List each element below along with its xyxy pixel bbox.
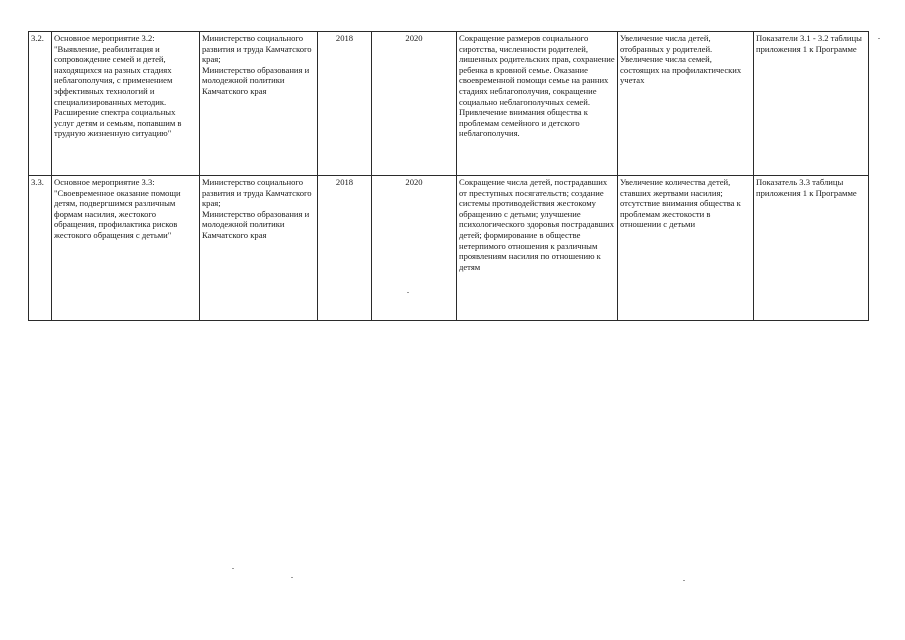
scan-speck	[878, 38, 880, 39]
program-measures-table	[28, 31, 869, 321]
expected-result-cell: Сокращение размеров социального сиротства, численности родителей, лишенных родительских прав, сохранение ребенка в кровной семье. Оказание своевременной помощи семье на ранних стадиях неблагополучия, сокращение социально неблагополучных семей. Привлечение внимания общества к проблемам семейного и детского неблагополучия.	[457, 32, 618, 176]
table-row	[29, 32, 869, 176]
executor-cell: Министерство социального развития и труда Камчатского края; Министерство образования и молодежной политики Камчатского края	[200, 32, 318, 176]
row-number-cell: 3.3.	[29, 176, 52, 321]
table-row	[29, 176, 869, 321]
start-year-cell: 2018	[318, 32, 372, 176]
scan-speck	[291, 577, 293, 578]
scan-speck	[232, 568, 234, 569]
end-year-cell: 2020	[372, 32, 457, 176]
indicators-cell: Показатели 3.1 - 3.2 таблицы приложения 1 к Программе	[754, 32, 869, 176]
scan-speck	[683, 580, 685, 581]
consequences-cell: Увеличение количества детей, ставших жертвами насилия; отсутствие внимания общества к проблемам жестокости в отношении с детьми	[618, 176, 754, 321]
row-number-cell: 3.2.	[29, 32, 52, 176]
start-year-cell: 2018	[318, 176, 372, 321]
event-name-cell: Основное мероприятие 3.2: "Выявление, реабилитация и сопровождение семей и детей, находящихся на разных стадиях неблагополучия, с применением эффективных технологий и специализированных методик. Расширение спектра социальных услуг детям и семьям, попавшим в трудную жизненную ситуацию"	[52, 32, 200, 176]
end-year-cell: 2020	[372, 176, 457, 321]
consequences-cell: Увеличение числа детей, отобранных у родителей. Увеличение числа семей, состоящих на профилактических учетах	[618, 32, 754, 176]
expected-result-cell: Сокращение числа детей, пострадавших от преступных посягательств; создание системы противодействия жестокому обращению с детьми; улучшение психологического здоровья пострадавших детей; формирование в обществе нетерпимого отношения к различным проявлениям насилия по отношению к детям	[457, 176, 618, 321]
event-name-cell: Основное мероприятие 3.3: "Своевременное оказание помощи детям, подвергшимся различным формам насилия, жестокого обращения, профилактика рисков жестокого обращения с детьми"	[52, 176, 200, 321]
executor-cell: Министерство социального развития и труда Камчатского края; Министерство образования и молодежной политики Камчатского края	[200, 176, 318, 321]
indicators-cell: Показатель 3.3 таблицы приложения 1 к Программе	[754, 176, 869, 321]
scan-speck	[407, 292, 409, 293]
